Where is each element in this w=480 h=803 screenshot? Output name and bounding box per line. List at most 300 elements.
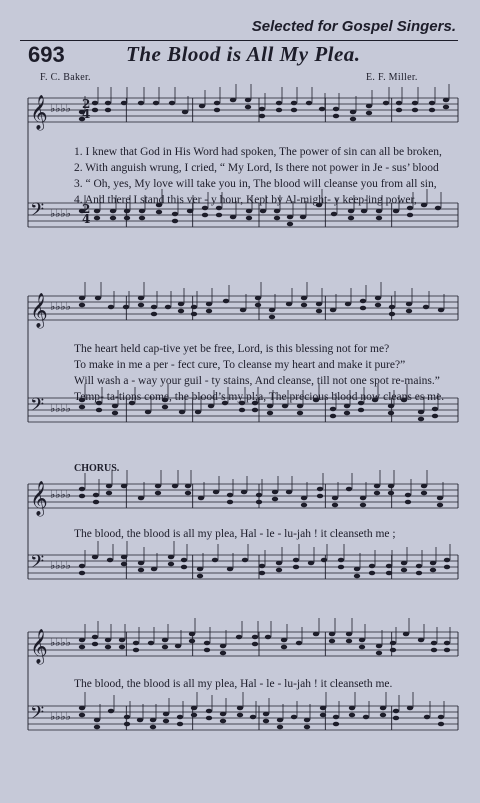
note-head — [105, 108, 111, 113]
note-head — [330, 308, 336, 313]
note-head — [179, 410, 185, 415]
note-head — [329, 639, 335, 644]
note-head — [438, 715, 444, 720]
note-head — [301, 303, 307, 308]
note-head — [297, 411, 303, 416]
key-signature-icon: ♭♭♭♭ — [50, 300, 71, 313]
note-head — [265, 635, 271, 640]
note-head — [346, 639, 352, 644]
note-head — [259, 571, 265, 576]
note-head — [138, 568, 144, 573]
note-head — [245, 98, 251, 103]
note-head — [388, 491, 394, 496]
note-head — [358, 408, 364, 413]
treble-staff — [28, 95, 458, 131]
note-head — [361, 209, 367, 214]
note-head — [363, 715, 369, 720]
note-head — [354, 567, 360, 572]
note-head — [133, 641, 139, 646]
note-head — [346, 632, 352, 637]
hymn-number: 693 — [28, 42, 65, 67]
treble-clef-icon: 𝄞 — [30, 293, 48, 328]
note-head — [169, 101, 175, 106]
note-head — [79, 303, 85, 308]
note-head — [376, 651, 382, 656]
note-head — [366, 111, 372, 116]
verses-block-2 — [74, 341, 444, 405]
note-head — [106, 491, 112, 496]
note-head — [267, 411, 273, 416]
note-head — [376, 216, 382, 221]
note-head — [252, 408, 258, 413]
time-signature: 4 — [82, 212, 91, 226]
note-head — [405, 500, 411, 505]
note-head — [105, 645, 111, 650]
note-head — [151, 567, 157, 572]
note-head — [430, 561, 436, 566]
note-head — [274, 209, 280, 214]
note-head — [121, 484, 127, 489]
note-head — [121, 101, 127, 106]
note-head — [92, 108, 98, 113]
note-head — [374, 484, 380, 489]
note-head — [230, 215, 236, 220]
note-head — [227, 500, 233, 505]
note-head — [79, 494, 85, 499]
note-head — [79, 564, 85, 569]
key-signature-icon: ♭♭♭♭ — [50, 636, 71, 649]
note-head — [317, 494, 323, 499]
note-head — [330, 407, 336, 412]
note-head — [406, 302, 412, 307]
note-head — [163, 712, 169, 717]
note-head — [277, 725, 283, 730]
note-head — [213, 490, 219, 495]
note-head — [431, 641, 437, 646]
note-head — [119, 645, 125, 650]
key-signature-icon: ♭♭♭♭ — [50, 559, 71, 572]
note-head — [320, 706, 326, 711]
note-head — [214, 108, 220, 113]
note-head — [191, 312, 197, 317]
note-head — [236, 635, 242, 640]
note-head — [349, 713, 355, 718]
note-head — [133, 648, 139, 653]
note-head — [432, 414, 438, 419]
note-head — [293, 565, 299, 570]
note-head — [405, 493, 411, 498]
note-head — [444, 558, 450, 563]
note-head — [220, 651, 226, 656]
verse-line-3: 3. “ Oh, yes, My love will take you in, The blood will cleanse you from all sin, — [74, 178, 437, 190]
note-head — [424, 715, 430, 720]
time-signature: 4 — [82, 107, 91, 121]
note-head — [407, 706, 413, 711]
note-head — [189, 632, 195, 637]
note-head — [269, 308, 275, 313]
collection-title: Selected for Gospel Singers. — [251, 18, 456, 35]
note-head — [437, 503, 443, 508]
note-head — [105, 638, 111, 643]
note-head — [191, 305, 197, 310]
note-head — [256, 493, 262, 498]
note-head — [375, 296, 381, 301]
note-head — [293, 558, 299, 563]
note-head — [239, 408, 245, 413]
note-head — [386, 571, 392, 576]
bass-clef-icon: 𝄢 — [30, 395, 45, 420]
note-head — [437, 496, 443, 501]
note-head — [227, 493, 233, 498]
note-head — [241, 490, 247, 495]
note-head — [338, 558, 344, 563]
note-head — [291, 715, 297, 720]
note-head — [316, 309, 322, 314]
note-head — [94, 216, 100, 221]
note-head — [444, 565, 450, 570]
note-head — [418, 417, 424, 422]
note-head — [151, 305, 157, 310]
note-head — [93, 500, 99, 505]
bass-clef-icon: 𝄢 — [30, 552, 45, 577]
note-head — [168, 555, 174, 560]
note-head — [214, 101, 220, 106]
note-head — [375, 303, 381, 308]
note-head — [95, 296, 101, 301]
note-head — [230, 98, 236, 103]
note-head — [150, 718, 156, 723]
note-head — [406, 309, 412, 314]
note-head — [401, 561, 407, 566]
verse-line-4: Temp- ta-tions come, the blood’s my pl;a, The precious blood now cleans es me. — [74, 391, 445, 403]
note-head — [175, 644, 181, 649]
note-head — [153, 101, 159, 106]
note-head — [139, 216, 145, 221]
note-head — [105, 101, 111, 106]
note-head — [92, 635, 98, 640]
note-head — [333, 107, 339, 112]
note-head — [333, 722, 339, 727]
note-head — [138, 561, 144, 566]
note-head — [79, 713, 85, 718]
note-head — [177, 715, 183, 720]
key-signature-icon: ♭♭♭♭ — [50, 102, 71, 115]
note-head — [333, 715, 339, 720]
note-head — [272, 490, 278, 495]
note-head — [304, 718, 310, 723]
note-head — [274, 216, 280, 221]
note-head — [79, 296, 85, 301]
note-head — [277, 718, 283, 723]
note-head — [429, 101, 435, 106]
note-head — [79, 571, 85, 576]
note-head — [316, 302, 322, 307]
note-head — [187, 209, 193, 214]
note-head — [281, 638, 287, 643]
note-head — [94, 718, 100, 723]
treble-clef-icon: 𝄞 — [30, 95, 48, 130]
note-head — [155, 484, 161, 489]
note-head — [145, 410, 151, 415]
note-head — [93, 493, 99, 498]
note-head — [390, 641, 396, 646]
note-head — [237, 713, 243, 718]
note-head — [96, 408, 102, 413]
note-head — [389, 312, 395, 317]
time-signature: 2 — [82, 202, 91, 216]
note-head — [443, 98, 449, 103]
note-head — [185, 484, 191, 489]
note-head — [124, 209, 130, 214]
note-head — [199, 104, 205, 109]
note-head — [317, 487, 323, 492]
note-head — [197, 567, 203, 572]
note-head — [393, 709, 399, 714]
note-head — [320, 713, 326, 718]
note-head — [291, 108, 297, 113]
note-head — [79, 706, 85, 711]
note-head — [138, 496, 144, 501]
note-head — [383, 101, 389, 106]
note-head — [431, 648, 437, 653]
note-head — [331, 212, 337, 217]
note-head — [348, 216, 354, 221]
note-head — [287, 222, 293, 227]
verse-line-4: 4. And there I stand this ver - y hour, Kept by Al-might- y keep-ing power, — [74, 194, 417, 206]
note-head — [110, 209, 116, 214]
note-head — [162, 405, 168, 410]
key-signature-icon: ♭♭♭♭ — [50, 402, 71, 415]
key-signature-icon: ♭♭♭♭ — [50, 710, 71, 723]
note-head — [374, 491, 380, 496]
note-head — [137, 718, 143, 723]
note-head — [79, 487, 85, 492]
note-head — [237, 706, 243, 711]
note-head — [296, 641, 302, 646]
note-head — [338, 565, 344, 570]
note-head — [177, 722, 183, 727]
note-head — [438, 722, 444, 727]
note-head — [360, 503, 366, 508]
note-head — [349, 706, 355, 711]
note-head — [92, 642, 98, 647]
note-head — [263, 712, 269, 717]
note-head — [162, 645, 168, 650]
note-head — [332, 503, 338, 508]
note-head — [121, 562, 127, 567]
note-head — [348, 209, 354, 214]
note-head — [110, 216, 116, 221]
note-head — [138, 303, 144, 308]
note-head — [276, 568, 282, 573]
note-head — [423, 305, 429, 310]
note-head — [94, 725, 100, 730]
note-head — [124, 722, 130, 727]
note-head — [388, 484, 394, 489]
note-head — [178, 302, 184, 307]
note-head — [212, 558, 218, 563]
note-head — [444, 641, 450, 646]
note-head — [263, 719, 269, 724]
note-head — [366, 104, 372, 109]
note-head — [301, 496, 307, 501]
note-head — [245, 105, 251, 110]
note-head — [260, 209, 266, 214]
note-head — [195, 410, 201, 415]
note-head — [206, 302, 212, 307]
note-head — [393, 716, 399, 721]
note-head — [191, 706, 197, 711]
verse-line-3: Will wash a - way your guil - ty stains, And cleanse, till not one spot re-mains.” — [74, 375, 440, 387]
note-head — [150, 725, 156, 730]
note-head — [172, 219, 178, 224]
note-head — [291, 101, 297, 106]
note-head — [332, 496, 338, 501]
note-head — [301, 296, 307, 301]
note-head — [376, 644, 382, 649]
note-head — [389, 305, 395, 310]
note-head — [416, 571, 422, 576]
note-head — [304, 725, 310, 730]
note-head — [386, 564, 392, 569]
verses-block-1 — [74, 144, 442, 208]
note-head — [281, 645, 287, 650]
note-head — [172, 484, 178, 489]
key-signature-icon: ♭♭♭♭ — [50, 207, 71, 220]
note-head — [421, 484, 427, 489]
time-signature: 2 — [82, 97, 91, 111]
note-head — [162, 638, 168, 643]
note-head — [252, 642, 258, 647]
note-head — [240, 308, 246, 313]
note-head — [432, 407, 438, 412]
note-head — [430, 568, 436, 573]
note-head — [172, 212, 178, 217]
note-head — [418, 638, 424, 643]
note-head — [360, 299, 366, 304]
note-head — [306, 101, 312, 106]
treble-staff — [28, 629, 458, 665]
note-head — [286, 490, 292, 495]
note-head — [301, 503, 307, 508]
note-head — [429, 108, 435, 113]
note-head — [151, 312, 157, 317]
note-head — [272, 497, 278, 502]
note-head — [191, 713, 197, 718]
note-head — [396, 108, 402, 113]
note-head — [412, 108, 418, 113]
verse-line-2: To make in me a per - fect cure, To cleanse my heart and make it pure?” — [74, 359, 406, 371]
note-head — [396, 101, 402, 106]
note-head — [197, 574, 203, 579]
note-head — [390, 648, 396, 653]
note-head — [360, 306, 366, 311]
note-head — [359, 638, 365, 643]
note-head — [344, 411, 350, 416]
note-head — [269, 315, 275, 320]
note-head — [123, 305, 129, 310]
note-head — [443, 105, 449, 110]
note-head — [220, 644, 226, 649]
note-head — [181, 558, 187, 563]
note-head — [380, 706, 386, 711]
note-head — [354, 574, 360, 579]
note-head — [401, 568, 407, 573]
note-head — [220, 719, 226, 724]
note-head — [119, 638, 125, 643]
hymn-title: The Blood is All My Plea. — [126, 42, 361, 66]
note-head — [359, 645, 365, 650]
key-signature-icon: ♭♭♭♭ — [50, 488, 71, 501]
note-head — [148, 641, 154, 646]
note-head — [444, 648, 450, 653]
note-head — [276, 108, 282, 113]
note-head — [438, 308, 444, 313]
note-head — [321, 558, 327, 563]
note-head — [185, 491, 191, 496]
note-head — [259, 564, 265, 569]
chorus-line-2: The blood, the blood is all my plea, Hal - le - lu-jah ! it cleanseth me. — [74, 678, 393, 690]
note-head — [418, 410, 424, 415]
note-head — [106, 484, 112, 489]
note-head — [250, 715, 256, 720]
note-head — [259, 114, 265, 119]
note-head — [255, 296, 261, 301]
note-head — [259, 107, 265, 112]
note-head — [380, 713, 386, 718]
chorus-label: CHORUS. — [74, 463, 120, 474]
note-head — [421, 491, 427, 496]
note-head — [165, 305, 171, 310]
note-head — [333, 114, 339, 119]
note-head — [182, 110, 188, 115]
note-head — [403, 632, 409, 637]
note-head — [216, 213, 222, 218]
note-head — [189, 639, 195, 644]
note-head — [276, 561, 282, 566]
note-head — [92, 555, 98, 560]
note-head — [204, 641, 210, 646]
note-head — [108, 305, 114, 310]
note-head — [330, 414, 336, 419]
note-head — [329, 632, 335, 637]
note-head — [79, 405, 85, 410]
note-head — [181, 565, 187, 570]
note-head — [256, 500, 262, 505]
note-head — [163, 719, 169, 724]
note-head — [206, 716, 212, 721]
note-head — [138, 296, 144, 301]
note-head — [178, 309, 184, 314]
note-head — [407, 213, 413, 218]
note-head — [124, 216, 130, 221]
note-head — [393, 209, 399, 214]
note-head — [416, 564, 422, 569]
note-head — [108, 709, 114, 714]
note-head — [350, 110, 356, 115]
note-head — [246, 216, 252, 221]
note-head — [346, 487, 352, 492]
note-head — [313, 632, 319, 637]
note-head — [156, 210, 162, 215]
note-head — [360, 496, 366, 501]
note-head — [168, 562, 174, 567]
note-head — [388, 411, 394, 416]
note-head — [112, 411, 118, 416]
note-head — [287, 215, 293, 220]
note-head — [252, 635, 258, 640]
note-head — [138, 101, 144, 106]
